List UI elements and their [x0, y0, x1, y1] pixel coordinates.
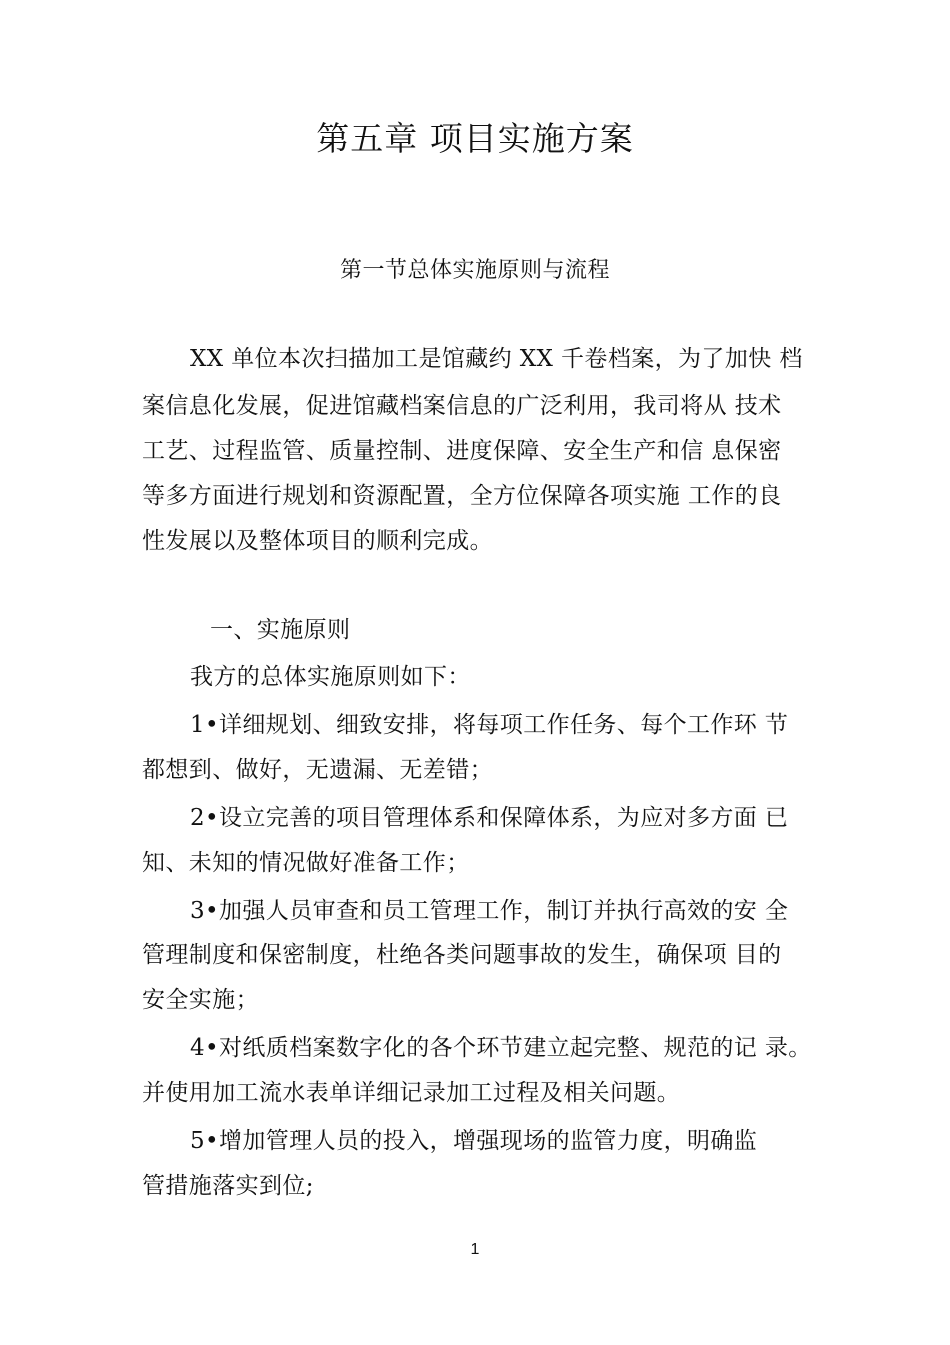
principle-4-line-2: 并使用加工流水表单详细记录加工过程及相关问题。: [142, 1080, 681, 1106]
intro-line-3: 工艺、过程监管、质量控制、进度保障、安全生产和信 息保密: [142, 438, 782, 464]
page-number: 1: [470, 1241, 480, 1258]
principle-3-line-3: 安全实施；: [142, 987, 259, 1013]
principle-2-line-1: 2•设立完善的项目管理体系和保障体系，为应对多方面 已: [190, 805, 789, 831]
subheading-principles: 一、实施原则: [210, 617, 351, 643]
principle-3-line-2: 管理制度和保密制度，杜绝各类问题事故的发生，确保项 目的: [142, 942, 782, 968]
principle-4-line-1: 4•对纸质档案数字化的各个环节建立起完整、规范的记 录。: [190, 1035, 812, 1061]
chapter-title: 第五章 项目实施方案: [316, 119, 634, 158]
principle-2-line-2: 知、未知的情况做好准备工作；: [142, 850, 470, 876]
principle-1-line-2: 都想到、做好，无遗漏、无差错；: [142, 757, 493, 783]
principle-5-line-2: 管措施落实到位;: [142, 1173, 314, 1199]
principle-5-line-1: 5•增加管理人员的投入，增强现场的监管力度，明确监: [190, 1128, 758, 1154]
section-title: 第一节总体实施原则与流程: [339, 258, 610, 283]
principle-1-line-1: 1•详细规划、细致安排，将每项工作任务、每个工作环 节: [190, 712, 789, 738]
intro-line-4: 等多方面进行规划和资源配置，全方位保障各项实施 工作的良: [142, 483, 782, 509]
intro-line-1: XX 单位本次扫描加工是馆藏约 XX 千卷档案，为了加快 档: [190, 346, 803, 372]
intro-line-2: 案信息化发展，促进馆藏档案信息的广泛利用，我司将从 技术: [142, 393, 782, 419]
intro-line-5: 性发展以及整体项目的顺利完成。: [142, 528, 493, 554]
principle-3-line-1: 3•加强人员审查和员工管理工作，制订并执行高效的安 全: [190, 898, 789, 924]
principles-lead: 我方的总体实施原则如下：: [190, 664, 471, 690]
